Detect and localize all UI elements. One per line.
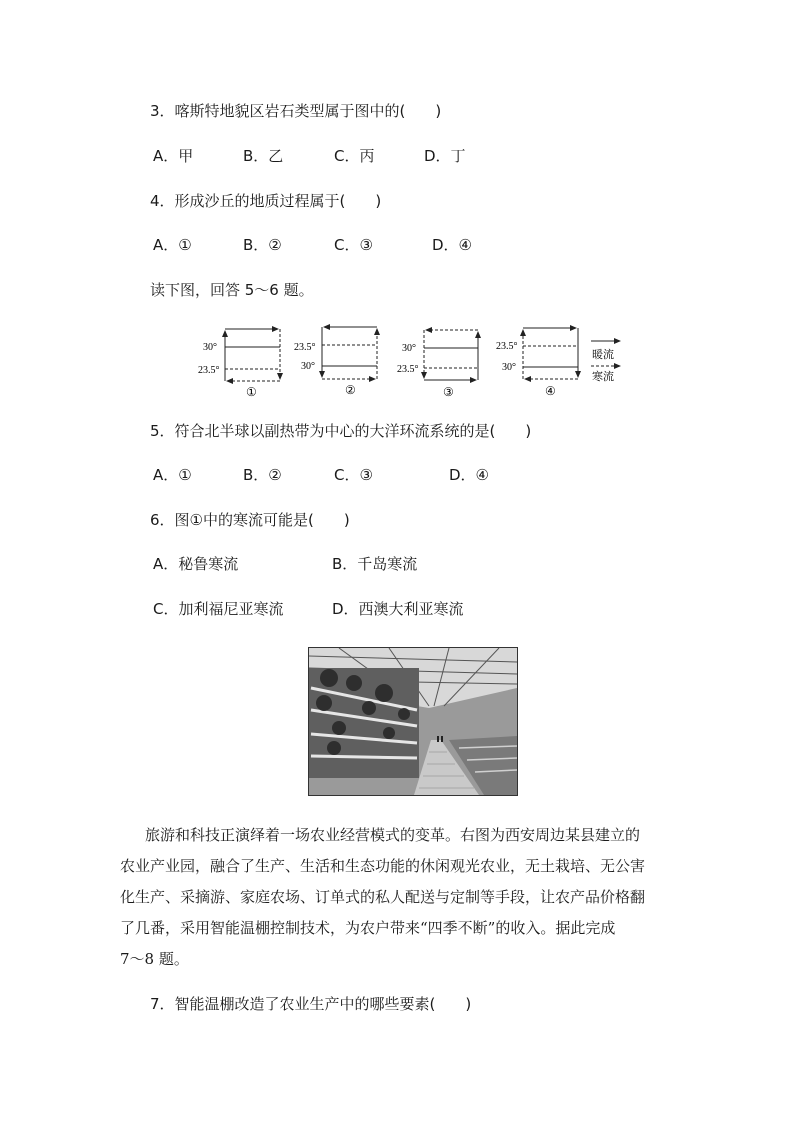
panel-3-top-lat: 30° <box>402 343 416 354</box>
q5-option-d[interactable]: D．④ <box>449 466 489 484</box>
q4-option-c[interactable]: C．③ <box>334 236 373 254</box>
q6-option-c[interactable]: C．加利福尼亚寒流 <box>153 600 284 618</box>
q3-option-a[interactable]: A．甲 <box>153 147 194 165</box>
q5-option-a[interactable]: A．① <box>153 466 192 484</box>
q6-option-a[interactable]: A．秘鲁寒流 <box>153 555 239 573</box>
panel-3 <box>397 330 478 399</box>
panel-4-top-lat: 23.5° <box>496 341 518 352</box>
panel-2-label: ② <box>345 383 356 397</box>
panel-2-top-lat: 23.5° <box>294 342 316 353</box>
question-4-stem: 4．形成沙丘的地质过程属于( ) <box>150 192 382 210</box>
passage-line-3: 化生产、采摘游、家庭农场、订单式的私人配送与定制等手段，让农产品价格翻 <box>120 888 646 906</box>
q6-option-d[interactable]: D．西澳大利亚寒流 <box>332 600 464 618</box>
q5-option-b[interactable]: B．② <box>243 466 282 484</box>
legend-warm-label: 暖流 <box>592 349 614 361</box>
question-3-stem: 3．喀斯特地貌区岩石类型属于图中的( ) <box>150 102 442 120</box>
legend-cold-label: 寒流 <box>592 371 614 383</box>
intro-5-6: 读下图，回答 5～6 题。 <box>150 281 314 299</box>
passage-line-2: 农业产业园，融合了生产、生活和生态功能的休闲观光农业，无土栽培、无公害 <box>120 857 646 875</box>
passage-line-5: 7～8 题。 <box>120 950 189 968</box>
panel-4-bottom-lat: 30° <box>502 362 516 373</box>
panel-1-top-lat: 30° <box>203 342 217 353</box>
q3-option-b[interactable]: B．乙 <box>243 147 284 165</box>
panel-1-label: ① <box>246 385 257 399</box>
panel-3-bottom-lat: 23.5° <box>397 364 419 375</box>
q6-option-b[interactable]: B．千岛寒流 <box>332 555 418 573</box>
panel-3-label: ③ <box>443 385 454 399</box>
panel-1 <box>198 329 280 399</box>
question-7-stem: 7．智能温棚改造了农业生产中的哪些要素( ) <box>150 995 472 1013</box>
q4-option-a[interactable]: A．① <box>153 236 192 254</box>
passage-line-1: 旅游和科技正演绎着一场农业经营模式的变革。右图为西安周边某县建立的 <box>145 826 641 844</box>
q3-option-c[interactable]: C．丙 <box>334 147 375 165</box>
q4-option-b[interactable]: B．② <box>243 236 282 254</box>
panel-2 <box>294 327 377 397</box>
panel-4-label: ④ <box>545 384 556 398</box>
passage-line-4: 了几番，采用智能温棚控制技术，为农户带来“四季不断”的收入。据此完成 <box>120 919 616 937</box>
q3-option-d[interactable]: D．丁 <box>424 147 466 165</box>
passage <box>120 820 675 975</box>
panel-1-bottom-lat: 23.5° <box>198 365 220 376</box>
ocean-current-figure <box>190 320 650 400</box>
panel-4 <box>496 328 578 398</box>
question-5-stem: 5．符合北半球以副热带为中心的大洋环流系统的是( ) <box>150 422 532 440</box>
greenhouse-photo <box>308 647 518 796</box>
q4-option-d[interactable]: D．④ <box>432 236 472 254</box>
greenhouse-illustration <box>309 648 517 795</box>
q5-option-c[interactable]: C．③ <box>334 466 373 484</box>
panel-2-bottom-lat: 30° <box>301 361 315 372</box>
legend <box>591 341 620 383</box>
question-6-stem: 6．图①中的寒流可能是( ) <box>150 511 350 529</box>
